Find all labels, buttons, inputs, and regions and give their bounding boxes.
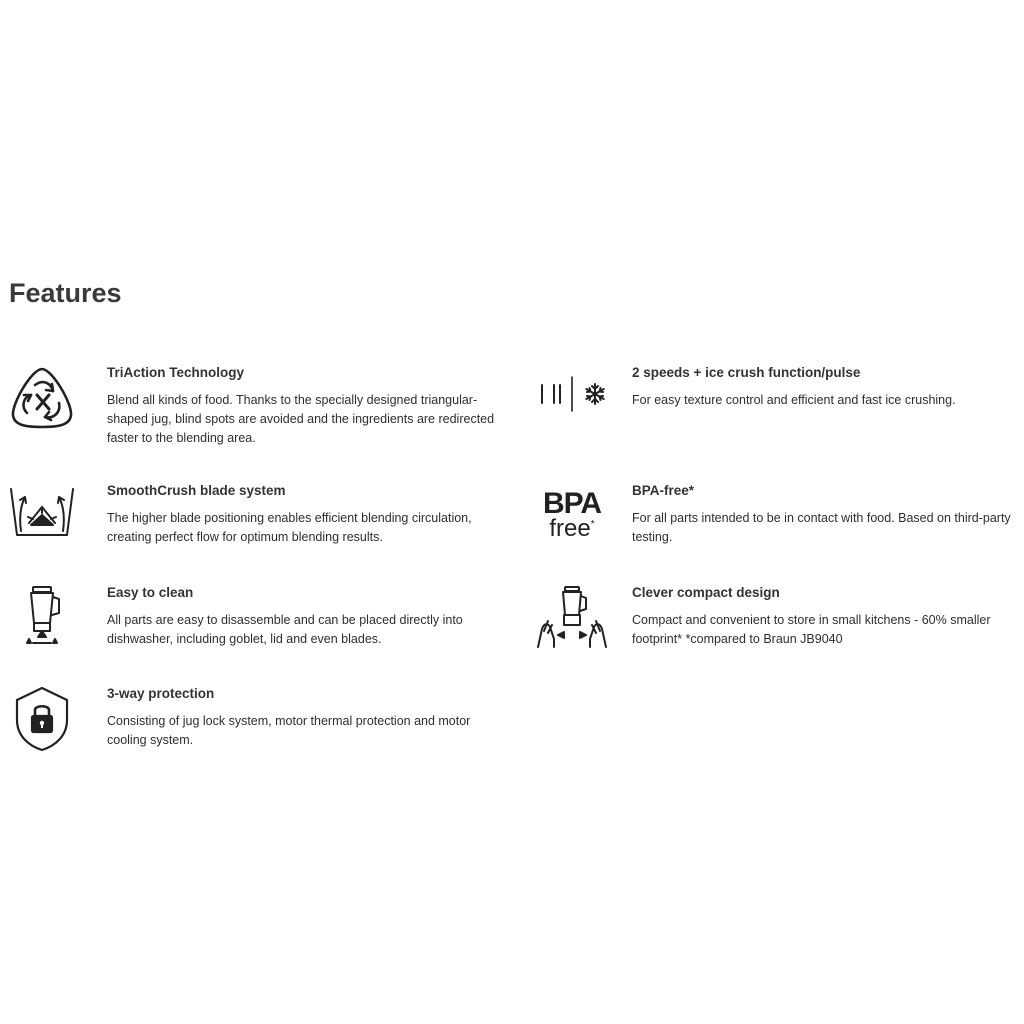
feature-title: 3-way protection bbox=[107, 686, 215, 701]
feature-description: All parts are easy to disassemble and can be placed directly into dishwasher, including goblet, lid and even blades. bbox=[107, 613, 463, 646]
shield-lock-icon bbox=[7, 686, 77, 756]
feature-easy-to-clean bbox=[7, 585, 507, 665]
feature-description: For easy texture control and efficient and fast ice crushing. bbox=[632, 393, 956, 407]
feature-title: 2 speeds + ice crush function/pulse bbox=[632, 365, 861, 380]
feature-description: For all parts intended to be in contact with food. Based on third-party testing. bbox=[632, 511, 1011, 544]
feature-description: The higher blade positioning enables efficient blending circulation, creating perfect flow for optimum blending results. bbox=[107, 511, 472, 544]
feature-description: Blend all kinds of food. Thanks to the specially designed triangular-shaped jug, blind spots are avoided and the ingredients are redirected faster to the blending area. bbox=[107, 393, 495, 445]
free-label: free* bbox=[549, 515, 595, 542]
feature-3-way-protection bbox=[7, 686, 507, 766]
bpa-free-icon bbox=[532, 483, 612, 559]
feature-description: Consisting of jug lock system, motor thermal protection and motor cooling system. bbox=[107, 714, 471, 747]
compact-blender-hands-icon bbox=[532, 585, 612, 655]
feature-title: TriAction Technology bbox=[107, 365, 245, 380]
page-title: Features bbox=[9, 278, 122, 308]
speed-snowflake-icon bbox=[532, 365, 612, 435]
feature-title: BPA-free* bbox=[632, 483, 695, 498]
bpa-label: BPA bbox=[542, 487, 602, 520]
feature-compact-design bbox=[532, 585, 1022, 665]
smoothcrush-blade-icon bbox=[7, 483, 77, 553]
feature-bpa-free bbox=[532, 483, 1022, 563]
feature-title: SmoothCrush blade system bbox=[107, 483, 286, 498]
feature-description: Compact and convenient to store in small kitchens - 60% smaller footprint* *compared to Braun JB9040 bbox=[632, 613, 991, 646]
triaction-icon bbox=[7, 365, 77, 435]
feature-smoothcrush bbox=[7, 483, 507, 563]
feature-speeds bbox=[532, 365, 1022, 435]
blender-dishwasher-icon bbox=[7, 585, 77, 655]
feature-triaction bbox=[7, 365, 507, 455]
feature-title: Clever compact design bbox=[632, 585, 780, 600]
feature-title: Easy to clean bbox=[107, 585, 194, 600]
